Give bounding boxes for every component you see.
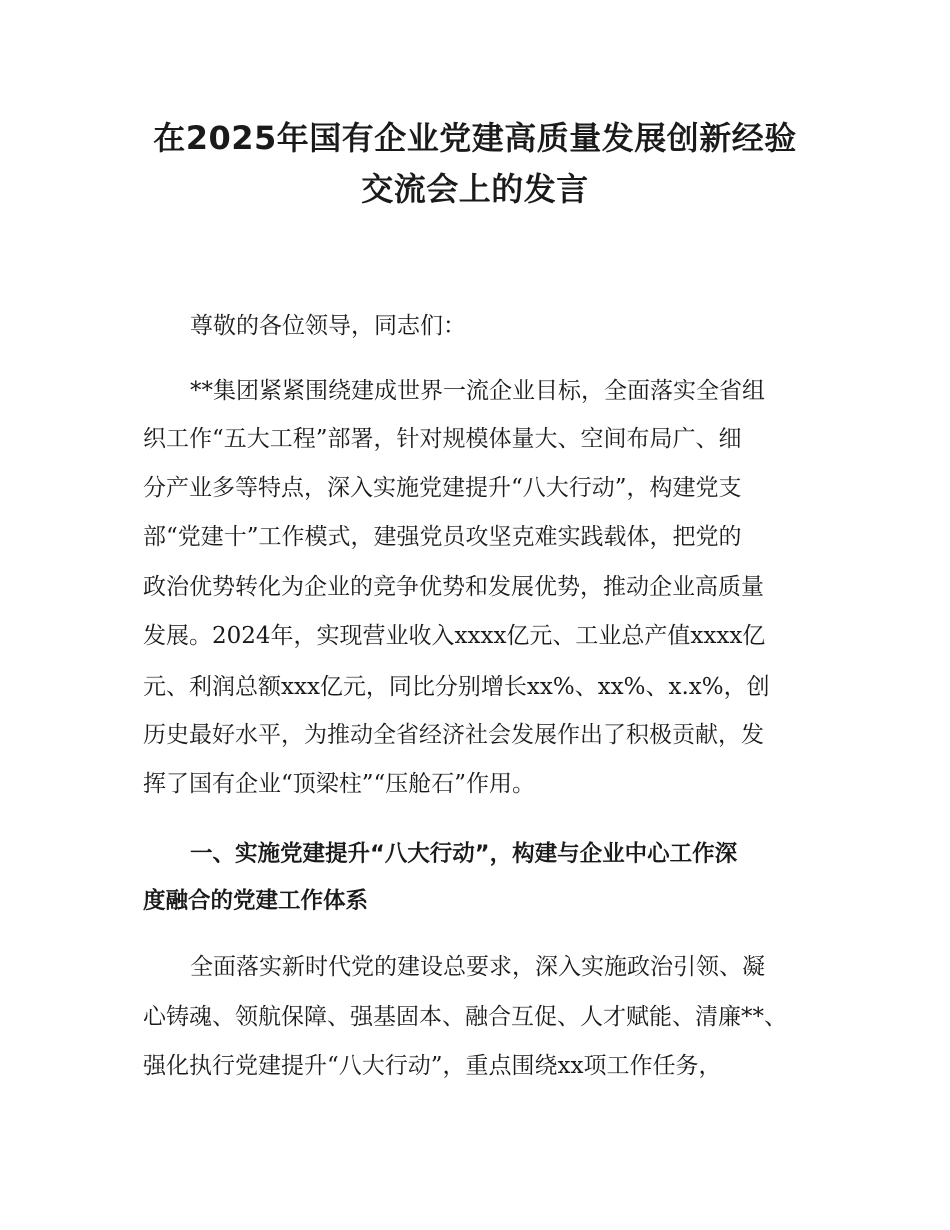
- paragraph-1-line: 分产业多等特点，深入实施党建提升“八大行动”，构建党支: [143, 475, 742, 501]
- paragraph-1-line: 发展。2024年，实现营业收入xxxx亿元、工业总产值xxxx亿: [143, 623, 766, 649]
- salutation: 尊敬的各位领导，同志们：: [190, 313, 466, 339]
- paragraph-2-line: 心铸魂、领航保障、强基固本、融合互促、人才赋能、清廉**、: [143, 1004, 787, 1030]
- document-title-line-2: 交流会上的发言: [361, 170, 589, 208]
- section-heading-line: 一、实施党建提升“八大行动”，构建与企业中心工作深: [190, 841, 738, 867]
- paragraph-1-line: 织工作“五大工程”部署，针对规模体量大、空间布局广、细: [143, 426, 742, 452]
- section-heading-line: 度融合的党建工作体系: [143, 888, 369, 914]
- paragraph-1-line: 元、利润总额xxx亿元，同比分别增长xx%、xx%、x.x%，创: [143, 674, 770, 700]
- paragraph-1-line: 部“党建十”工作模式，建强党员攻坚克难实践载体，把党的: [143, 524, 742, 550]
- paragraph-1-line: **集团紧紧围绕建成世界一流企业目标，全面落实全省组: [190, 378, 765, 404]
- document-title-line-1: 在2025年国有企业党建高质量发展创新经验: [153, 119, 797, 157]
- paragraph-1-line: 历史最好水平，为推动全省经济社会发展作出了积极贡献，发: [143, 722, 764, 748]
- paragraph-1-line: 政治优势转化为企业的竞争优势和发展优势，推动企业高质量: [143, 574, 764, 600]
- paragraph-2-line: 全面落实新时代党的建设总要求，深入实施政治引领、凝: [190, 954, 765, 980]
- paragraph-2-line: 强化执行党建提升“八大行动”，重点围绕xx项工作任务，: [143, 1053, 722, 1079]
- paragraph-1-line: 挥了国有企业“顶梁柱”“压舱石”作用。: [143, 771, 536, 797]
